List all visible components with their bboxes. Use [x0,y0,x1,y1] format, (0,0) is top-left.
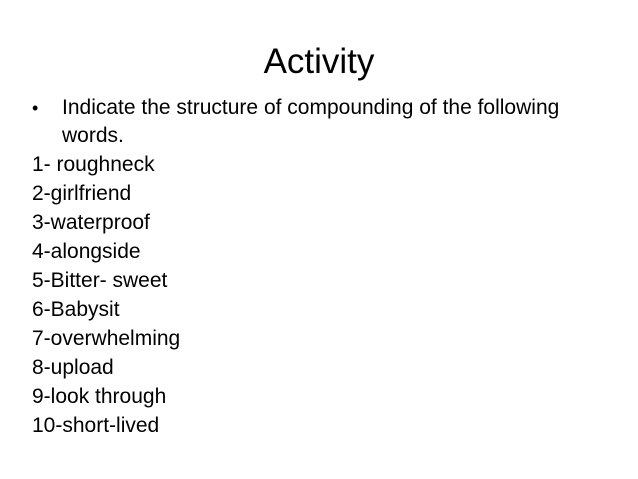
list-item: 3-waterproof [32,211,150,234]
instruction-text: Indicate the structure of compounding of the following words. [62,96,560,147]
list-item: 8-upload [32,356,114,379]
slide-body [32,94,612,440]
slide-title: Activity [263,42,375,81]
word-list [32,150,612,440]
list-item: 2-girlfriend [32,182,132,205]
instruction-bullet [32,94,612,150]
bullet-dot-icon: • [32,98,39,118]
list-item: 9-look through [32,385,167,408]
list-item: 5-Bitter- sweet [32,269,168,292]
list-item: 6-Babysit [32,298,120,321]
list-item: 1- roughneck [32,153,155,176]
list-item: 4-alongside [32,240,141,263]
list-item: 7-overwhelming [32,327,181,350]
list-item: 10-short-lived [32,414,160,437]
